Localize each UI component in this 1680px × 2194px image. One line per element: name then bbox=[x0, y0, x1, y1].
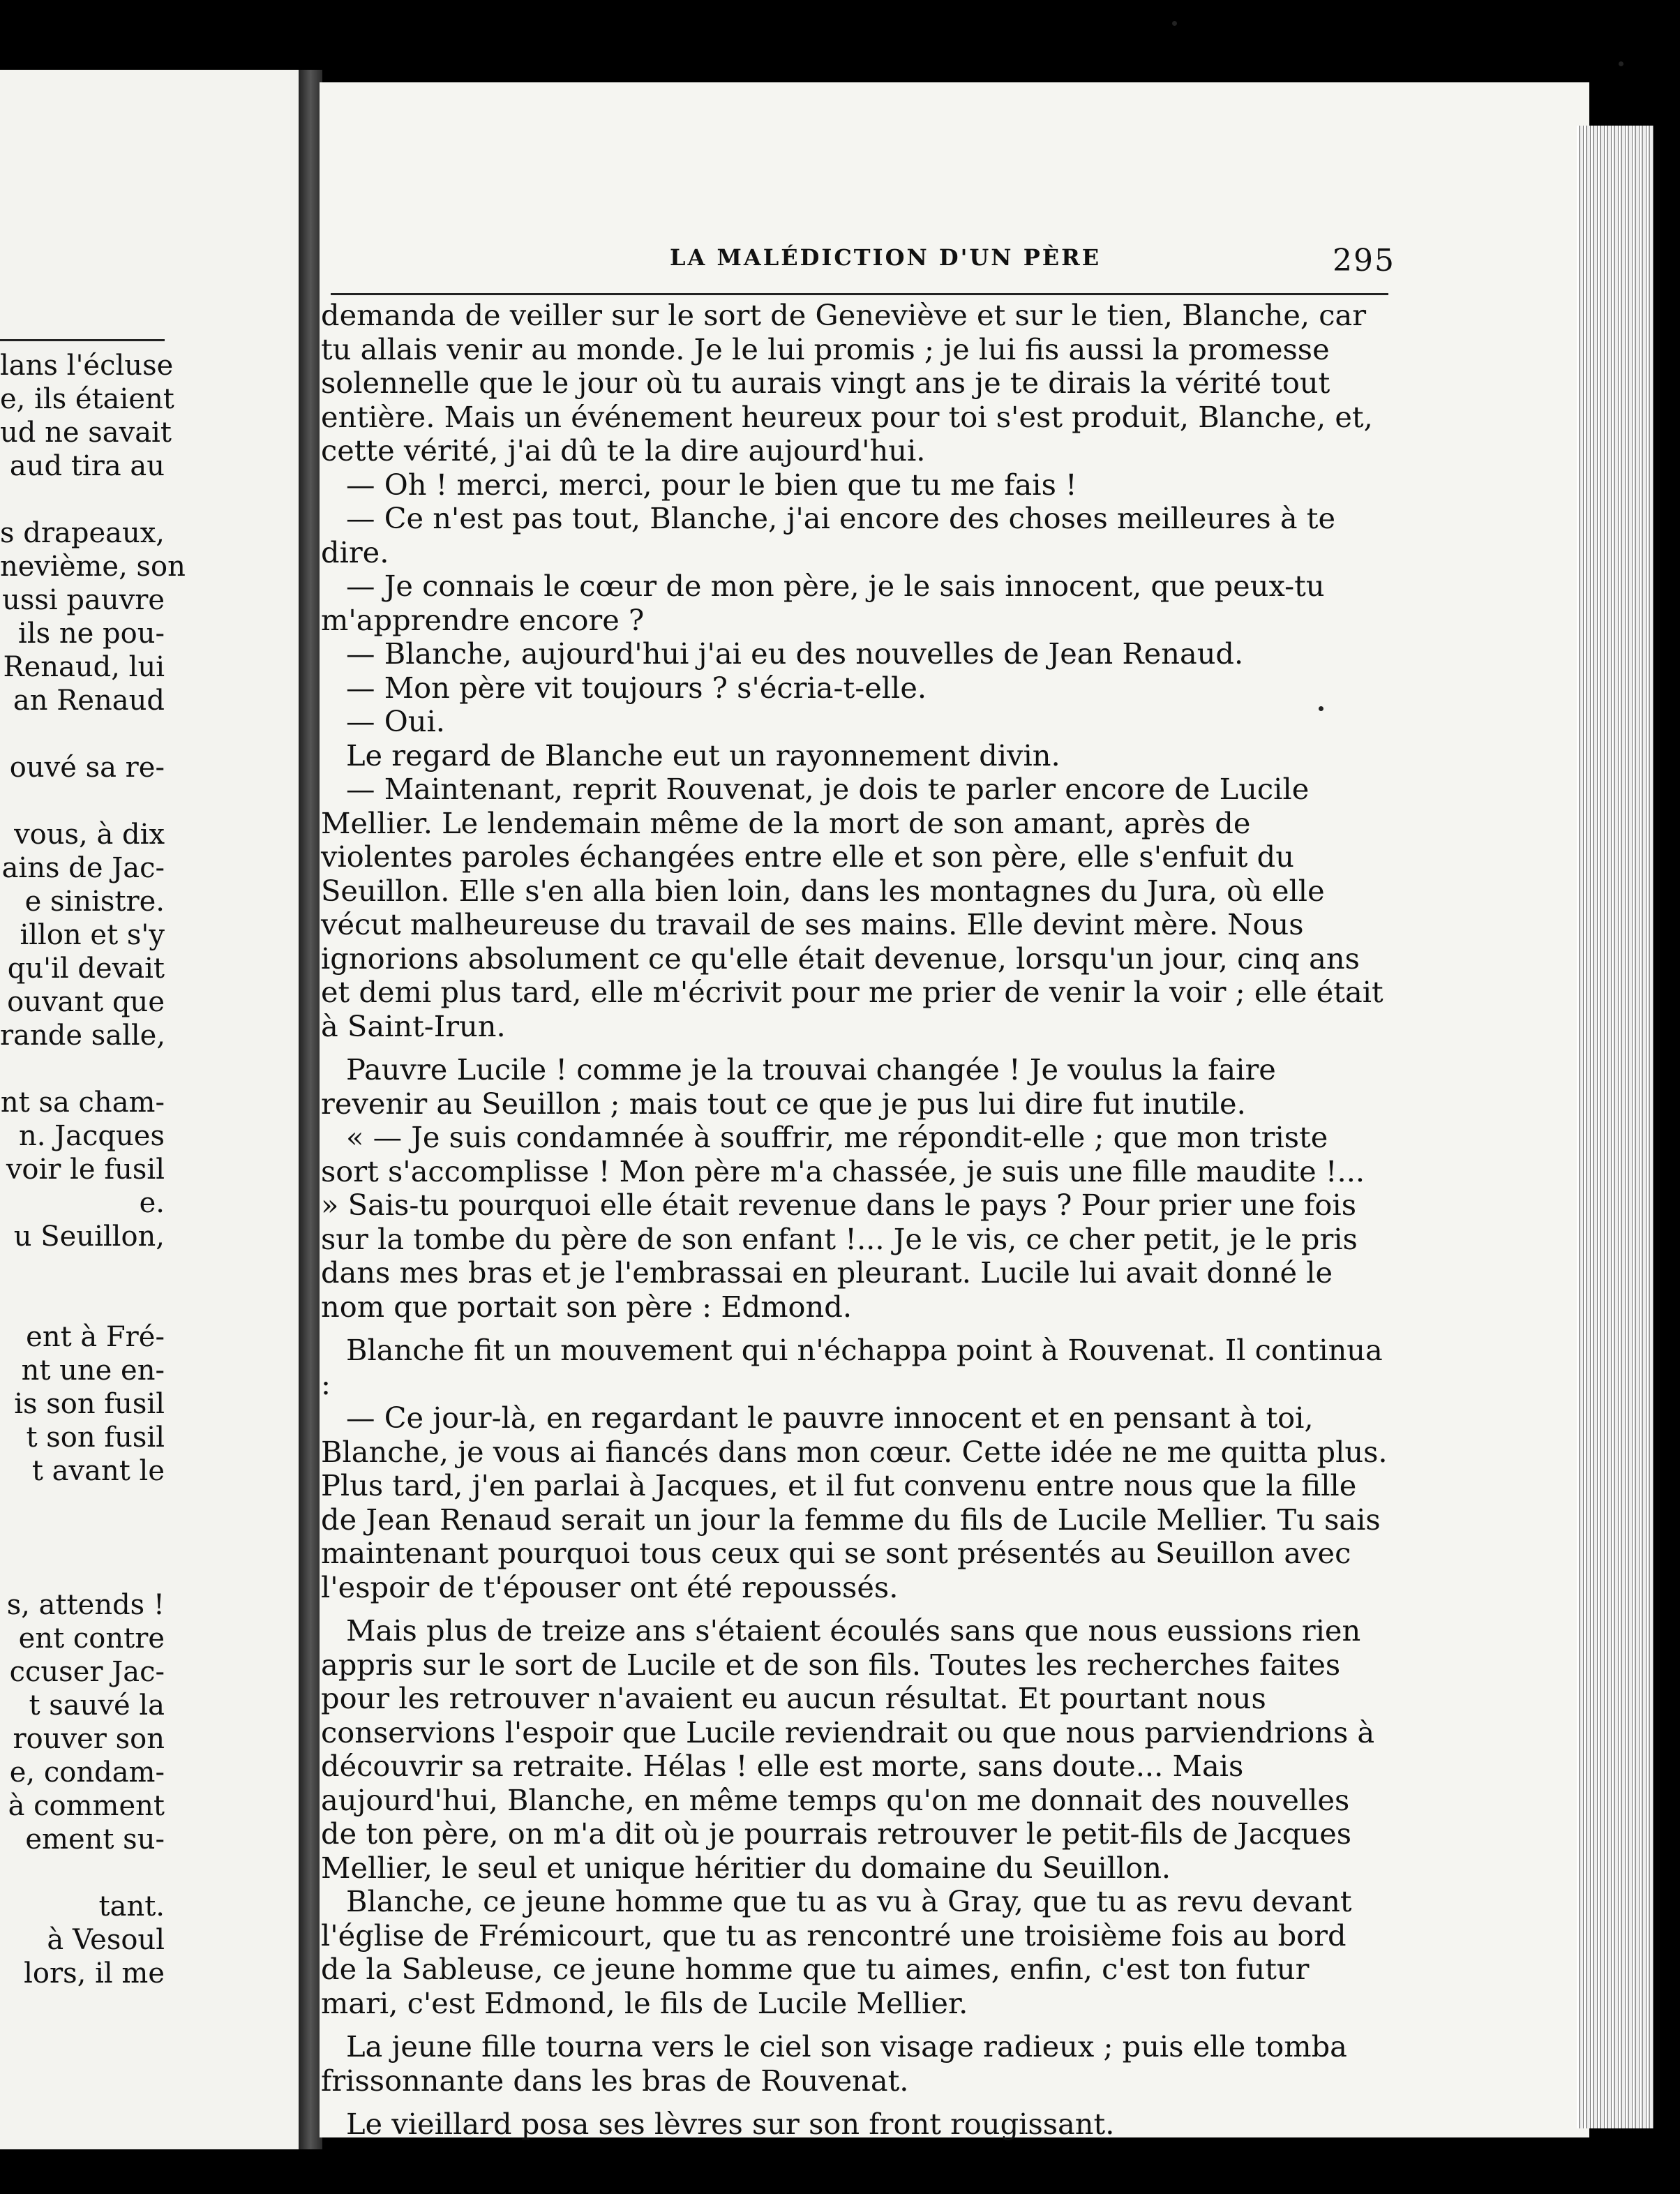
facing-page-line: rande salle, bbox=[0, 1020, 166, 1052]
facing-page-line bbox=[0, 717, 165, 751]
facing-page-line: Renaud, lui bbox=[3, 651, 165, 683]
facing-page-line: ent à Fré- bbox=[26, 1321, 165, 1353]
facing-page-line: rouver son bbox=[13, 1723, 165, 1755]
facing-page-line: nevième, son bbox=[0, 551, 186, 583]
paragraph: — Ce jour-là, en regardant le pauvre innocent et en pensant à toi, Blanche, je vous ai fiancés dans mon cœur. Cette idée ne me quitta plus. Plus tard, j'en parlai à Jacques, et il fut convenu entre nous que la fille de Jean Renaud serait un jour la femme du fils de Lucile Mellier. Tu sais maintenant pourquoi tous ceux qui se sont présentés au Seuillon avec l'espoir de t'épouser ont été repoussés. bbox=[321, 1401, 1388, 1604]
running-title: LA MALÉDICTION D'UN PÈRE bbox=[670, 244, 1102, 271]
paragraph: « — Je suis condamnée à souffrir, me répondit-elle ; que mon triste sort s'accomplisse ! Mon père m'a chassée, je suis une fille maudite !... » Sais-tu pourquoi elle était revenue dans le pays ? Pour prier une fois sur la tombe du père de son enfant !... Je le vis, ce cher petit, je le pris dans mes bras et je l'embrassai en pleurant. Lucile lui avait donné le nom que portait son père : Edmond. bbox=[321, 1120, 1365, 1324]
facing-page-left bbox=[0, 70, 300, 2149]
facing-page-line: ouvant que bbox=[7, 986, 165, 1018]
facing-page-line bbox=[0, 784, 165, 818]
scan-speck bbox=[1319, 706, 1323, 711]
facing-page-line: t son fusil bbox=[26, 1421, 165, 1454]
facing-page-line: s, attends ! bbox=[6, 1589, 165, 1621]
facing-page-line: s drapeaux, bbox=[0, 517, 165, 549]
scan-speck bbox=[1619, 61, 1623, 66]
scan-speck bbox=[1172, 21, 1177, 26]
page-number: 295 bbox=[1333, 243, 1395, 278]
facing-page-line: e. bbox=[139, 1187, 165, 1219]
facing-page-line: aud tira au bbox=[9, 450, 165, 482]
facing-page-line bbox=[0, 1521, 165, 1555]
facing-page-rule bbox=[0, 339, 165, 341]
facing-page-line: ils ne pou- bbox=[18, 618, 165, 650]
header-rule bbox=[331, 293, 1388, 295]
paragraph: Le vieillard posa ses lèvres sur son front rougissant. bbox=[346, 2107, 1115, 2141]
facing-page-line: ccuser Jac- bbox=[9, 1656, 165, 1688]
paragraph: — Maintenant, reprit Rouvenat, je dois te parler encore de Lucile Mellier. Le lendemain même de la mort de son amant, après de violentes paroles échangées entre elle et son père, elle s'enfuit du Seuillon. Elle s'en alla bien loin, dans les montagnes du Jura, où elle vécut malheureuse du travail de ses mains. Elle devint mère. Nous ignorions absolument ce qu'elle était devenue, lorsqu'un jour, cinq ans et demi plus tard, elle m'écrivit pour me prier de venir la voir ; elle était à Saint-Irun. bbox=[321, 772, 1383, 1043]
facing-page-line: qu'il devait bbox=[7, 953, 165, 985]
facing-page-line: ouvé sa re- bbox=[9, 752, 165, 784]
facing-page-line: e, condam- bbox=[9, 1756, 165, 1789]
paragraph: — Ce n'est pas tout, Blanche, j'ai encore des choses meilleures à te dire. bbox=[321, 501, 1336, 569]
facing-page-line: n. Jacques bbox=[18, 1120, 165, 1152]
facing-page-line: e, ils étaient bbox=[0, 383, 174, 415]
facing-page-text bbox=[0, 349, 186, 1990]
facing-page-line: ent contre bbox=[18, 1622, 165, 1655]
paragraph: — Oh ! merci, merci, pour le bien que tu me fais ! bbox=[346, 467, 1077, 502]
facing-page-line: t avant le bbox=[31, 1455, 165, 1487]
facing-page-line: nt sa cham- bbox=[0, 1087, 165, 1119]
page-fore-edge bbox=[1577, 126, 1653, 2128]
book-gutter bbox=[299, 70, 322, 2149]
paragraph: Mais plus de treize ans s'étaient écoulés sans que nous eussions rien appris sur le sort de Lucile et de son fils. Toutes les recherches faites pour les retrouver n'avaient eu aucun résultat. Et pourtant nous conservions l'espoir que Lucile reviendrait ou que nous parviendrions à découvrir sa retraite. Hélas ! elle est morte, sans doute... Mais aujourd'hui, Blanche, en même temps qu'on me donnait des nouvelles de ton père, on m'a dit où je pourrais retrouver le petit-fils de Jacques Mellier, le seul et unique héritier du domaine du Seuillon. bbox=[321, 1613, 1375, 1885]
paragraph: Le regard de Blanche eut un rayonnement divin. bbox=[346, 738, 1060, 773]
facing-page-line: is son fusil bbox=[14, 1388, 165, 1420]
paragraph: Blanche, ce jeune homme que tu as vu à Gray, que tu as revu devant l'église de Frémicourt, que tu as rencontré une troisième fois au bord de la Sableuse, ce jeune homme que tu aimes, enfin, c'est ton futur mari, c'est Edmond, le fils de Lucile Mellier. bbox=[321, 1884, 1352, 2020]
facing-page-line bbox=[0, 1555, 165, 1588]
facing-page-line: ement su- bbox=[25, 1823, 165, 1856]
paragraph: — Mon père vit toujours ? s'écria-t-elle. bbox=[346, 670, 927, 705]
facing-page-line bbox=[0, 1287, 165, 1320]
paragraph: — Oui. bbox=[346, 704, 445, 738]
facing-page-line: ussi pauvre bbox=[2, 584, 165, 616]
facing-page-line: nt une en- bbox=[21, 1355, 165, 1387]
facing-page-line: e sinistre. bbox=[24, 886, 165, 918]
facing-page-line: voir le fusil bbox=[6, 1154, 165, 1186]
facing-page-line: t sauvé la bbox=[29, 1689, 165, 1722]
paragraph: — Blanche, aujourd'hui j'ai eu des nouvelles de Jean Renaud. bbox=[346, 636, 1244, 671]
facing-page-line bbox=[0, 483, 165, 516]
facing-page-line: à Vesoul bbox=[47, 1924, 165, 1956]
facing-page-line: tant. bbox=[98, 1890, 165, 1923]
paragraph: demanda de veiller sur le sort de Geneviève et sur le tien, Blanche, car tu allais venir au monde. Je le lui promis ; je lui fis aussi la promesse solennelle que le jour où tu aurais vingt ans je te dirais la vérité tout entière. Mais un événement heureux pour toi s'est produit, Blanche, et, cette vérité, j'ai dû te la dire aujourd'hui. bbox=[321, 298, 1373, 468]
facing-page-line: vous, à dix bbox=[14, 819, 165, 851]
facing-page-line: lans l'écluse bbox=[0, 350, 174, 382]
facing-page-line: lors, il me bbox=[24, 1957, 165, 1990]
paragraph: — Je connais le cœur de mon père, je le sais innocent, que peux-tu m'apprendre encore ? bbox=[321, 569, 1325, 637]
facing-page-line: ud ne savait bbox=[0, 417, 172, 449]
facing-page-line: ains de Jac- bbox=[1, 852, 165, 884]
facing-page-line bbox=[0, 1856, 165, 1890]
page-body bbox=[321, 299, 1388, 2142]
facing-page-line: u Seuillon, bbox=[13, 1221, 165, 1253]
facing-page-line bbox=[0, 1052, 165, 1086]
paragraph: Blanche fit un mouvement qui n'échappa point à Rouvenat. Il continua : bbox=[321, 1333, 1383, 1401]
facing-page-line: à comment bbox=[8, 1790, 165, 1822]
paragraph: La jeune fille tourna vers le ciel son visage radieux ; puis elle tomba frissonnante dans les bras de Rouvenat. bbox=[321, 2029, 1347, 2098]
facing-page-line: illon et s'y bbox=[20, 919, 165, 951]
facing-page-line bbox=[0, 1253, 165, 1287]
facing-page-line bbox=[0, 1488, 165, 1521]
paragraph: Pauvre Lucile ! comme je la trouvai changée ! Je voulus la faire revenir au Seuillon ; mais tout ce que je pus lui dire fut inutile. bbox=[321, 1052, 1276, 1121]
facing-page-line: an Renaud bbox=[13, 685, 165, 717]
